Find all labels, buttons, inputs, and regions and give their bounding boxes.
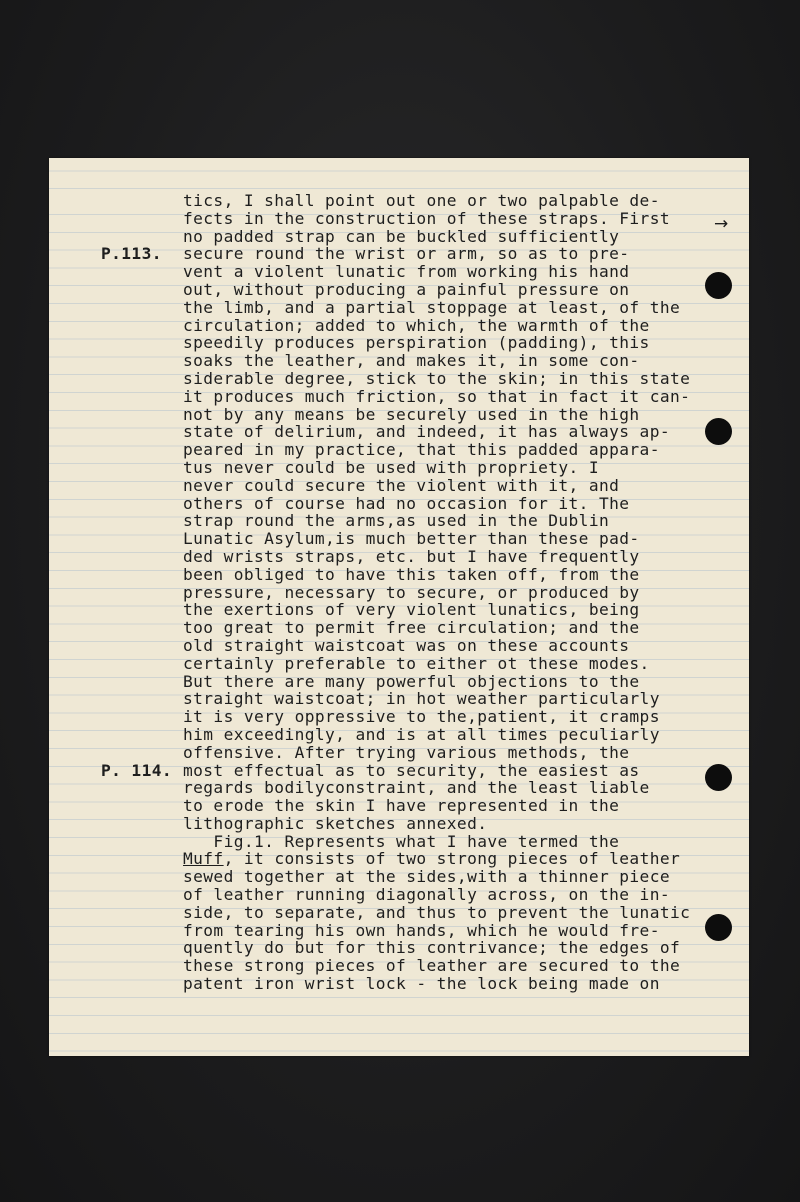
text-line: been obliged to have this taken off, from the bbox=[183, 564, 640, 584]
text-line: out, without producing a painful pressure on bbox=[183, 279, 630, 299]
text-line: speedily produces perspiration (padding), this bbox=[183, 333, 650, 353]
text-line: it produces much friction, so that in fact it can- bbox=[183, 386, 691, 406]
text-line: the limb, and a partial stoppage at least, of the bbox=[183, 297, 681, 317]
text-line: from tearing his own hands, which he would fre- bbox=[183, 920, 660, 940]
text-line: lithographic sketches annexed. bbox=[183, 813, 488, 833]
text-line: others of course had no occasion for it. The bbox=[183, 493, 630, 513]
text-line: no padded strap can be buckled sufficiently bbox=[183, 226, 620, 246]
text-line: him exceedingly, and is at all times peculiarly bbox=[183, 724, 660, 744]
punch-hole-4 bbox=[705, 914, 732, 941]
text-line: to erode the skin I have represented in the bbox=[183, 796, 620, 816]
text-line: peared in my practice, that this padded appara- bbox=[183, 440, 660, 460]
text-line: these strong pieces of leather are secured to the bbox=[183, 956, 681, 976]
margin-page-note-114: P. 114. bbox=[101, 760, 173, 780]
text-line: regards bodilyconstraint, and the least liable bbox=[183, 778, 650, 798]
text-line: offensive. After trying various methods, the bbox=[183, 742, 630, 762]
text-line: soaks the leather, and makes it, in some con- bbox=[183, 351, 640, 371]
text-line: Fig.1. Represents what I have termed the bbox=[183, 831, 620, 851]
underlined-term: Muff bbox=[183, 849, 224, 869]
text-line: Muff, it consists of two strong pieces of leather bbox=[183, 849, 681, 869]
text-line: fects in the construction of these straps. First bbox=[183, 208, 670, 228]
text-line: straight waistcoat; in hot weather particularly bbox=[183, 689, 660, 709]
text-line: pressure, necessary to secure, or produced by bbox=[183, 582, 640, 602]
text-line: side, to separate, and thus to prevent the lunatic bbox=[183, 902, 691, 922]
punch-hole-2 bbox=[705, 418, 732, 445]
text-line: certainly preferable to either ot these modes. bbox=[183, 653, 650, 673]
text-line: tics, I shall point out one or two palpable de- bbox=[183, 191, 660, 210]
text-line: quently do but for this contrivance; the edges of bbox=[183, 938, 681, 958]
text-line: never could secure the violent with it, and bbox=[183, 475, 620, 495]
text-line: sewed together at the sides,with a thinner piece bbox=[183, 867, 670, 887]
text-line: not by any means be securely used in the high bbox=[183, 404, 640, 424]
text-line: old straight waistcoat was on these accounts bbox=[183, 635, 630, 655]
punch-hole-3 bbox=[705, 764, 732, 791]
text-line: vent a violent lunatic from working his hand bbox=[183, 262, 630, 282]
text-line: ded wrists straps, etc. but I have frequently bbox=[183, 546, 640, 566]
text-line: too great to permit free circulation; and the bbox=[183, 618, 640, 638]
text-line: Lunatic Asylum,is much better than these pad- bbox=[183, 529, 640, 549]
text-line: tus never could be used with propriety. I bbox=[183, 457, 599, 477]
text-line: secure round the wrist or arm, so as to pre- bbox=[183, 244, 630, 264]
text-line: it is very oppressive to the,patient, it cramps bbox=[183, 707, 660, 727]
text-line: patent iron wrist lock - the lock being made on bbox=[183, 974, 660, 994]
page-body-text bbox=[183, 192, 690, 993]
text-line: most effectual as to security, the easiest as bbox=[183, 760, 640, 780]
text-line: But there are many powerful objections to the bbox=[183, 671, 640, 691]
margin-page-note-113: P.113. bbox=[101, 244, 162, 264]
text-line: strap round the arms,as used in the Dublin bbox=[183, 511, 610, 531]
typewritten-page bbox=[49, 158, 749, 1056]
text-line: siderable degree, stick to the skin; in this state bbox=[183, 368, 691, 388]
text-line: circulation; added to which, the warmth of the bbox=[183, 315, 650, 335]
handwritten-pen-mark: → bbox=[714, 214, 729, 234]
text-line: of leather running diagonally across, on the in- bbox=[183, 885, 670, 905]
text-line: state of delirium, and indeed, it has always ap- bbox=[183, 422, 670, 442]
text-line: the exertions of very violent lunatics, being bbox=[183, 600, 640, 620]
punch-hole-1 bbox=[705, 272, 732, 299]
